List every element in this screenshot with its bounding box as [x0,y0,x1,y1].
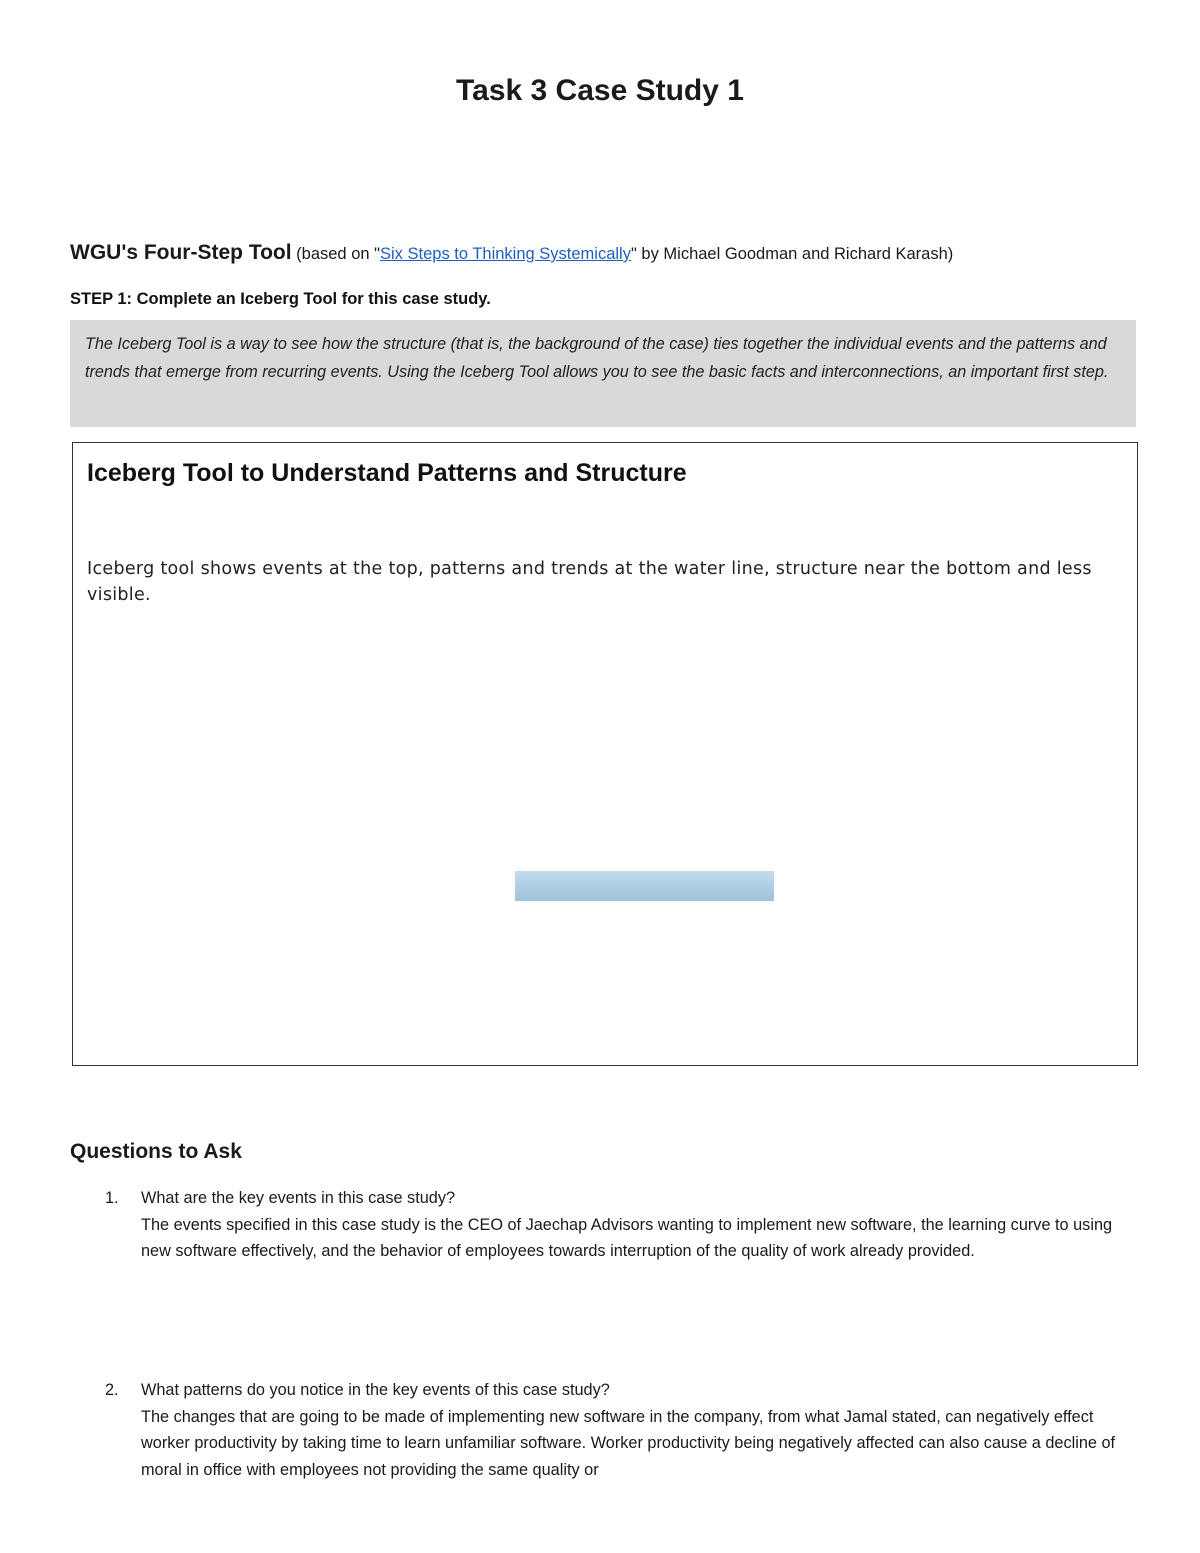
question-item-1 [70,1185,1140,1265]
tool-heading-suffix: " by Michael Goodman and Richard Karash) [630,245,954,263]
iceberg-tool-box [72,442,1138,1066]
step1-label: STEP 1: Complete an Iceberg Tool for this case study. [70,290,491,308]
question-text: What are the key events in this case study? [141,1189,456,1207]
iceberg-title: Iceberg Tool to Understand Patterns and Structure [87,459,687,487]
question-number: 2. [105,1381,119,1399]
waterline-bar [515,871,774,901]
question-text: What patterns do you notice in the key events of this case study? [141,1381,610,1399]
answer-text: The changes that are going to be made of implementing new software in the company, from what Jamal stated, can negatively effect worker productivity by taking time to learn unfamiliar software. Worker productivity being negatively affected can also cause a decline of moral in office with employees not providing the same quality or [141,1407,1116,1479]
iceberg-description: Iceberg tool shows events at the top, patterns and trends at the water line, structure near the bottom and less visible. [87,559,1092,605]
questions-heading: Questions to Ask [70,1140,242,1163]
answer-text: The events specified in this case study is the CEO of Jaechap Advisors wanting to implement new software, the learning curve to using new software effectively, and the behavior of employees towards interruption of the quality of work already provided. [141,1215,1113,1260]
tool-heading-prefix: (based on " [291,245,380,263]
question-item-2 [70,1377,1140,1483]
document-title: Task 3 Case Study 1 [456,74,744,107]
tool-heading [70,241,1150,265]
six-steps-link[interactable]: Six Steps to Thinking Systemically [380,245,631,263]
instructions-box [70,320,1136,427]
question-number: 1. [105,1189,119,1207]
instructions-text: The Iceberg Tool is a way to see how the structure (that is, the background of the case) ties together the individual events and the patterns and trends that emerge from recurring events. Using the Iceberg Tool allows you to see the basic facts and interconnections, an important first step. [85,335,1109,381]
tool-heading-bold: WGU's Four-Step Tool [70,241,292,264]
